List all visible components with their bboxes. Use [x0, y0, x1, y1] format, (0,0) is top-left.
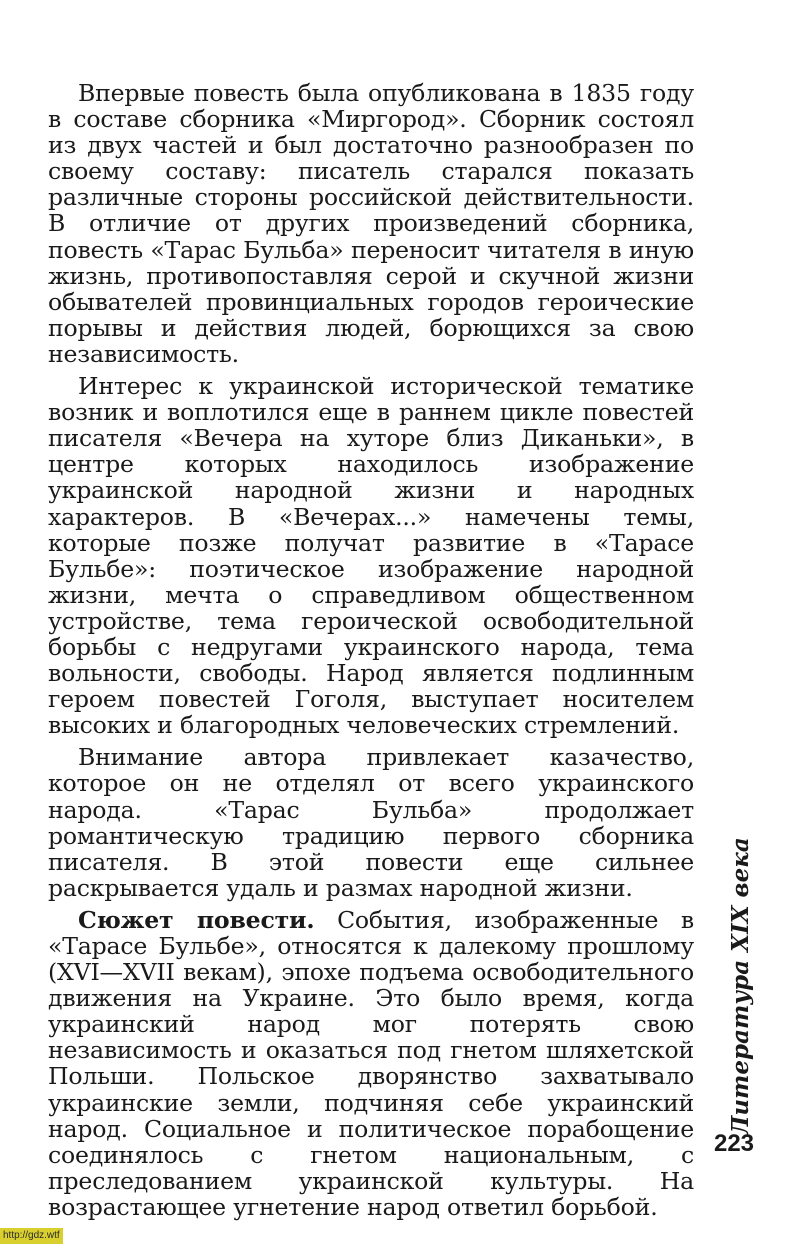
- main-text: [48, 80, 694, 1226]
- paragraph-text: События, изображенные в «Тарасе Бульбе», относятся к далекому прошлому (XVI—XVII векам), эпохе подъема освободительного движения на Украине. Это было время, когда украинский народ мог потерять свою независимость и оказаться под гнетом шляхетской Польши. Польское дворянство захватывало украинские земли, подчиняя себе украинский народ. Социальное и политическое порабощение соединялось с гнетом национальным, с преследованием украинской культуры. На возрастающее угнетение народ ответил борьбой.: [48, 905, 694, 1221]
- paragraph-4: [48, 907, 694, 1220]
- running-section-title: Литература XIX века: [727, 837, 754, 1136]
- page-number: 223: [713, 1130, 755, 1157]
- watermark-link[interactable]: http://gdz.wtf: [0, 1228, 63, 1244]
- paragraph-2: [48, 373, 694, 738]
- paragraph-text: Внимание автора привлекает казачество, которое он не отделял от всего украинского народа. «Тарас Бульба» продолжает романтическую традицию первого сборника писателя. В этой повести еще сильнее раскрывается удаль и размах народной жизни.: [48, 743, 694, 902]
- paragraph-3: [48, 744, 694, 901]
- section-heading-inline: Сюжет повести.: [78, 905, 315, 934]
- paragraph-text: Интерес к украинской исторической тематике возник и воплотился еще в раннем цикле повестей писателя «Вечера на хуторе близ Диканьки», в центре которых находилось изображение украинской народной жизни и народных характеров. В «Вечерах...» намечены темы, которые позже получат развитие в «Тарасе Бульбе»: поэтическое изображение народной жизни, мечта о справедливом общественном устройстве, тема героической освободительной борьбы с недругами украинского народа, тема вольности, свободы. Народ является подлинным героем повестей Гоголя, выступает носителем высоких и благородных человеческих стремлений.: [48, 372, 694, 740]
- paragraph-text: Впервые повесть была опубликована в 1835 году в составе сборника «Миргород». Сборник состоял из двух частей и был достаточно разнообразен по своему составу: писатель старался показать различные стороны российской действительности. В отличие от других произведений сборника, повесть «Тарас Бульба» переносит читателя в иную жизнь, противопоставляя серой и скучной жизни обывателей провинциальных городов героические порывы и действия людей, борющихся за свою независимость.: [48, 79, 694, 368]
- paragraph-1: [48, 80, 694, 367]
